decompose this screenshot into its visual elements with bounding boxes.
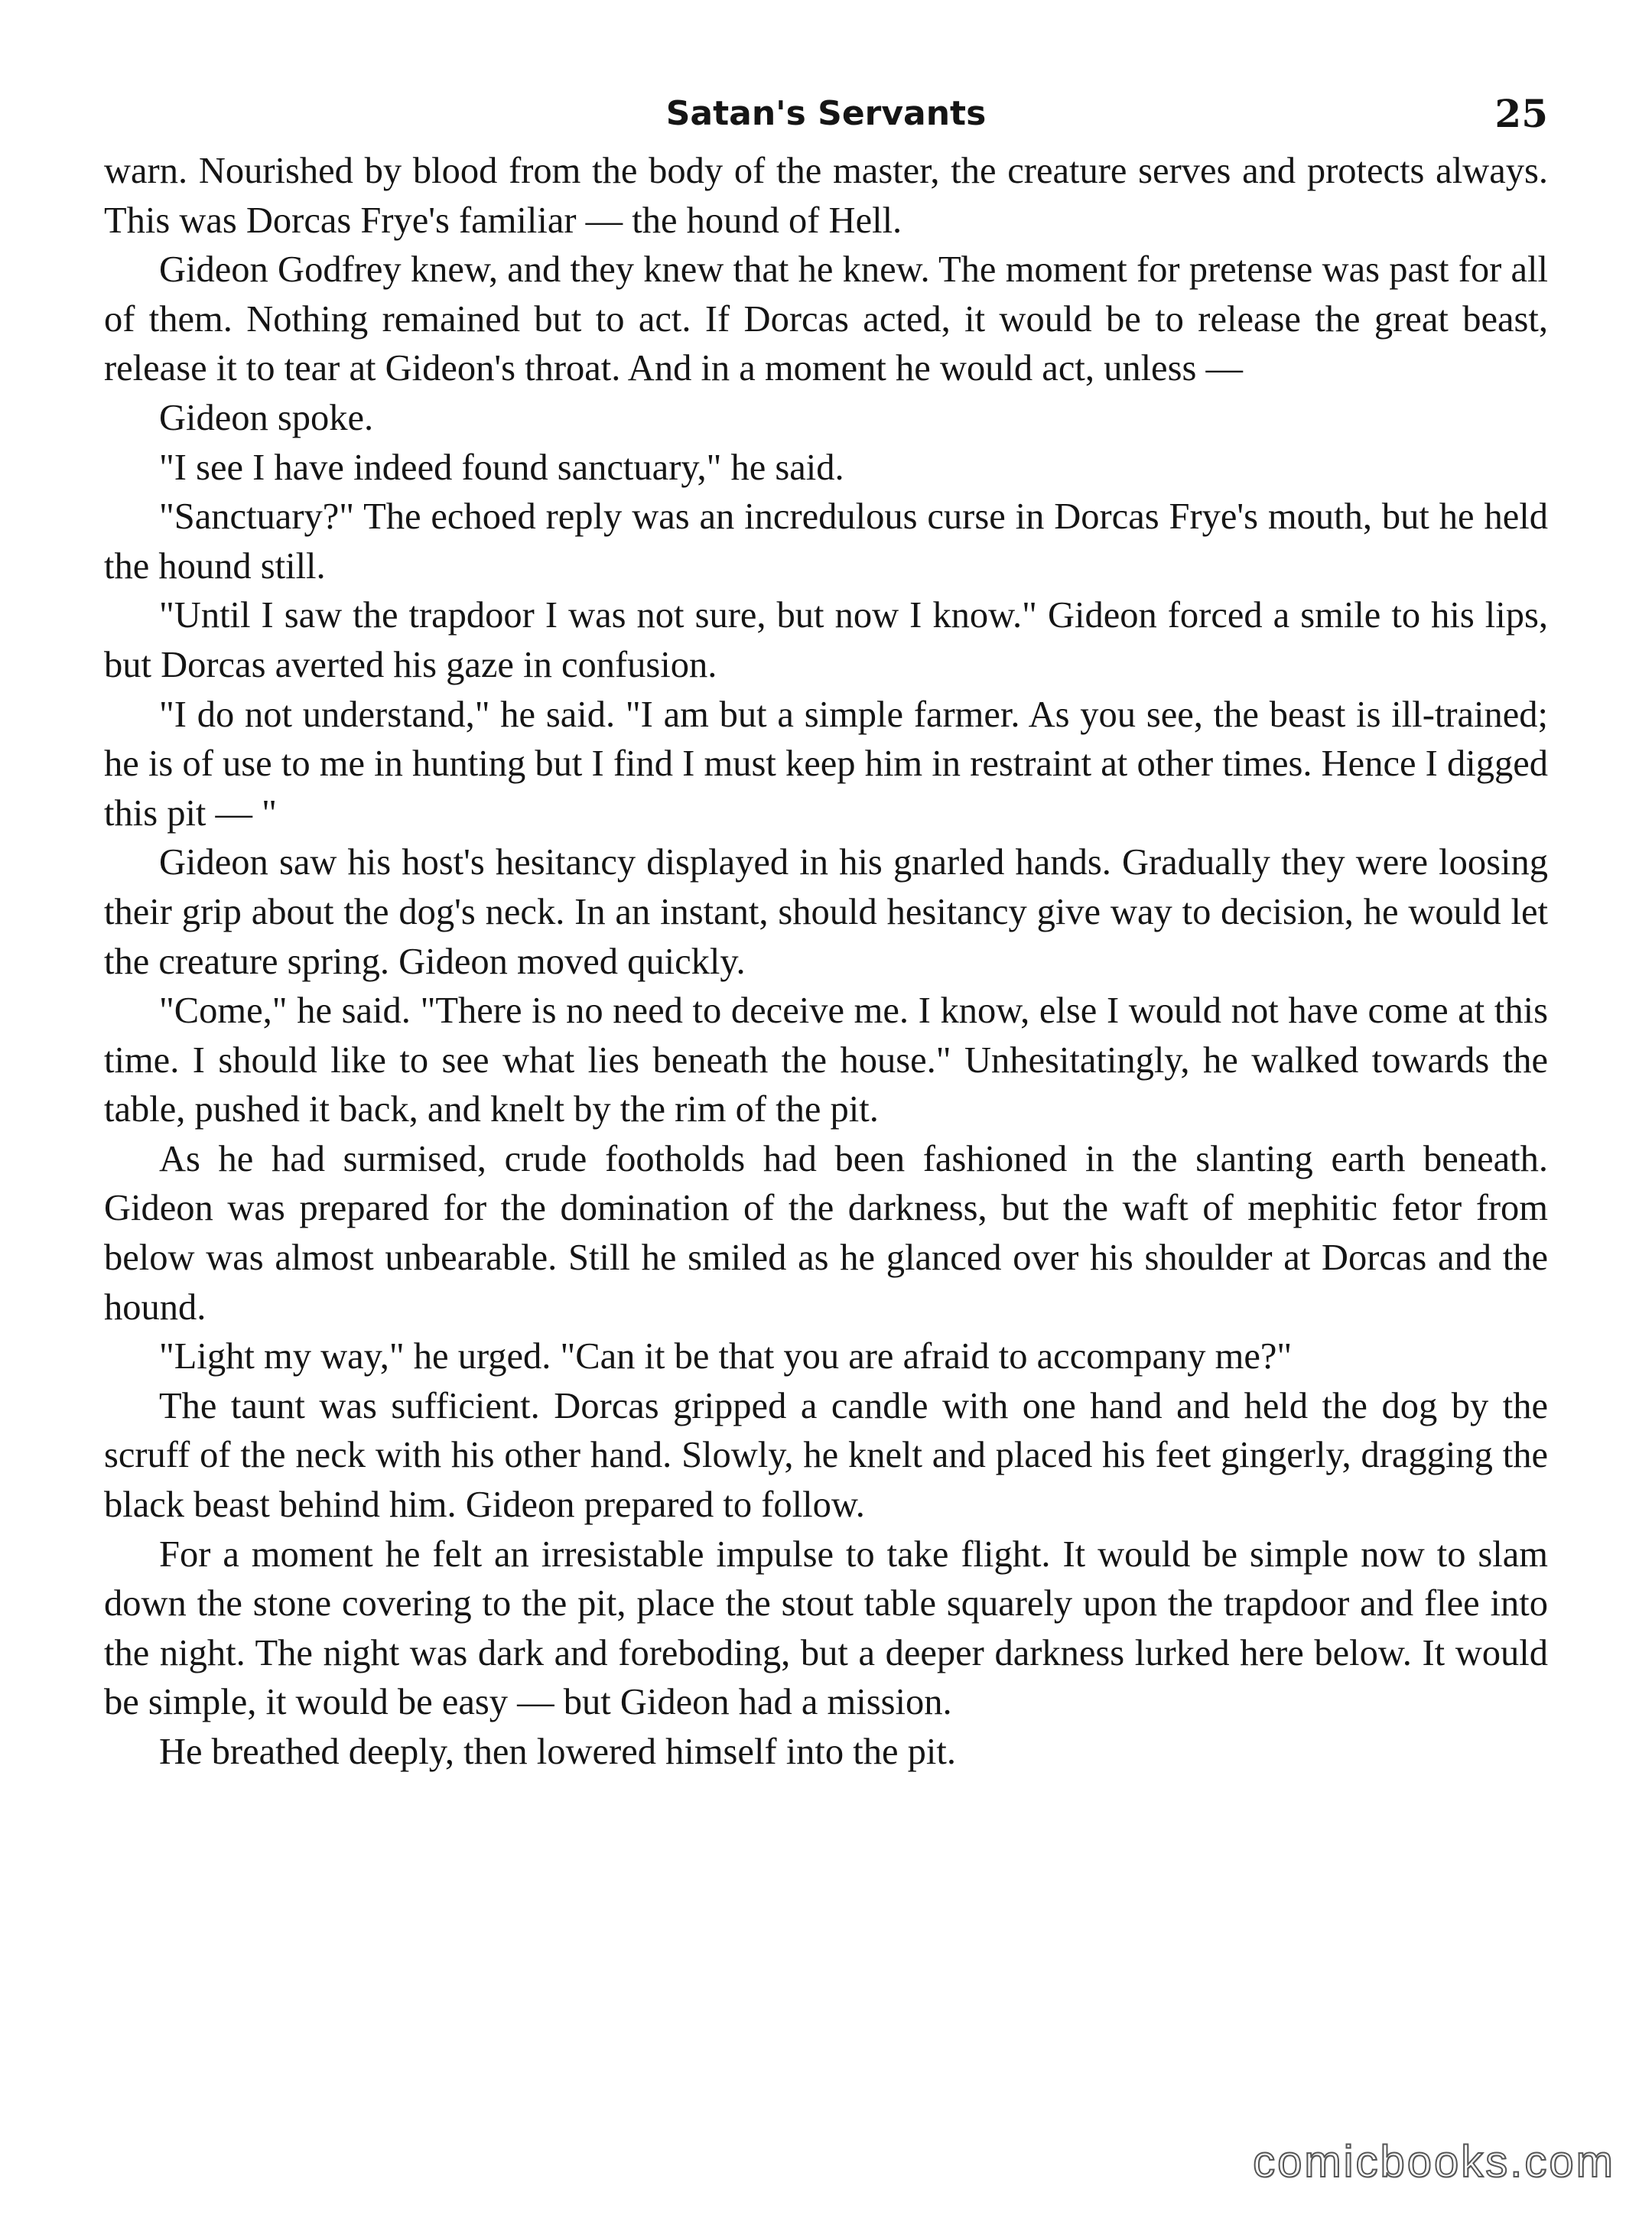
paragraph: "Light my way," he urged. "Can it be that you are afraid to accompany me?" (159, 1336, 1293, 1377)
paragraph: Gideon saw his host's hesitancy displayed in his gnarled hands. Gradually they were loosing their grip about the dog's neck. In an instant, should hesitancy give way to decision, he would let the creature spring. Gideon moved quickly. (104, 842, 1548, 982)
book-page (104, 86, 1548, 2151)
paragraph: For a moment he felt an irresistable impulse to take flight. It would be simple now to slam down the stone covering to the pit, place the stout table squarely upon the trapdoor and flee into the night. The night was dark and foreboding, but a deeper darkness lurked here below. It would be simple, it would be easy — but Gideon had a mission. (104, 1533, 1548, 1723)
paragraph: "Until I saw the trapdoor I was not sure, but now I know." Gideon forced a smile to his lips, but Dorcas averted his gaze in confusion. (104, 595, 1548, 685)
paragraph-continued: warn. Nourished by blood from the body of the master, the creature serves and protects always. This was Dorcas Frye's familiar — the hound of Hell. (104, 151, 1548, 241)
page-number: 25 (1494, 91, 1548, 136)
paragraph: "I do not understand," he said. "I am but a simple farmer. As you see, the beast is ill-trained; he is of use to me in hunting but I find I must keep him in restraint at other times. Hence I digged this pit — " (104, 694, 1548, 834)
paragraph: Gideon spoke. (159, 397, 374, 438)
paragraph: "Come," he said. "There is no need to deceive me. I know, else I would not have come at this time. I should like to see what lies beneath the house." Unhesitatingly, he walked towards the table, pushed it back, and knelt by the rim of the pit. (104, 990, 1548, 1130)
paragraph: As he had surmised, crude footholds had been fashioned in the slanting earth beneath. Gideon was prepared for the domination of the darkness, but the waft of mephitic fetor from below was almost unbearable. Still he smiled as he glanced over his shoulder at Dorcas and the hound. (104, 1138, 1548, 1328)
paragraph-last: He breathed deeply, then lowered himself into the pit. (159, 1732, 956, 1772)
paragraph: "I see I have indeed found sanctuary," he said. (159, 447, 844, 488)
running-title: Satan's Servants (665, 94, 987, 133)
paragraph: Gideon Godfrey knew, and they knew that he knew. The moment for pretense was past for all of them. Nothing remained but to act. If Dorcas acted, it would be to release the great beast, release it to tear at Gideon's throat. And in a moment he would act, unless — (104, 249, 1548, 389)
paragraph: "Sanctuary?" The echoed reply was an incredulous curse in Dorcas Frye's mouth, but he held the hound still. (104, 496, 1548, 587)
body-text (104, 147, 1548, 1777)
paragraph: The taunt was sufficient. Dorcas gripped a candle with one hand and held the dog by the scruff of the neck with his other hand. Slowly, he knelt and placed his feet gingerly, dragging the black beast behind him. Gideon prepared to follow. (104, 1385, 1548, 1526)
site-watermark: comicbooks.com (1253, 2137, 1615, 2187)
running-head (104, 86, 1548, 142)
